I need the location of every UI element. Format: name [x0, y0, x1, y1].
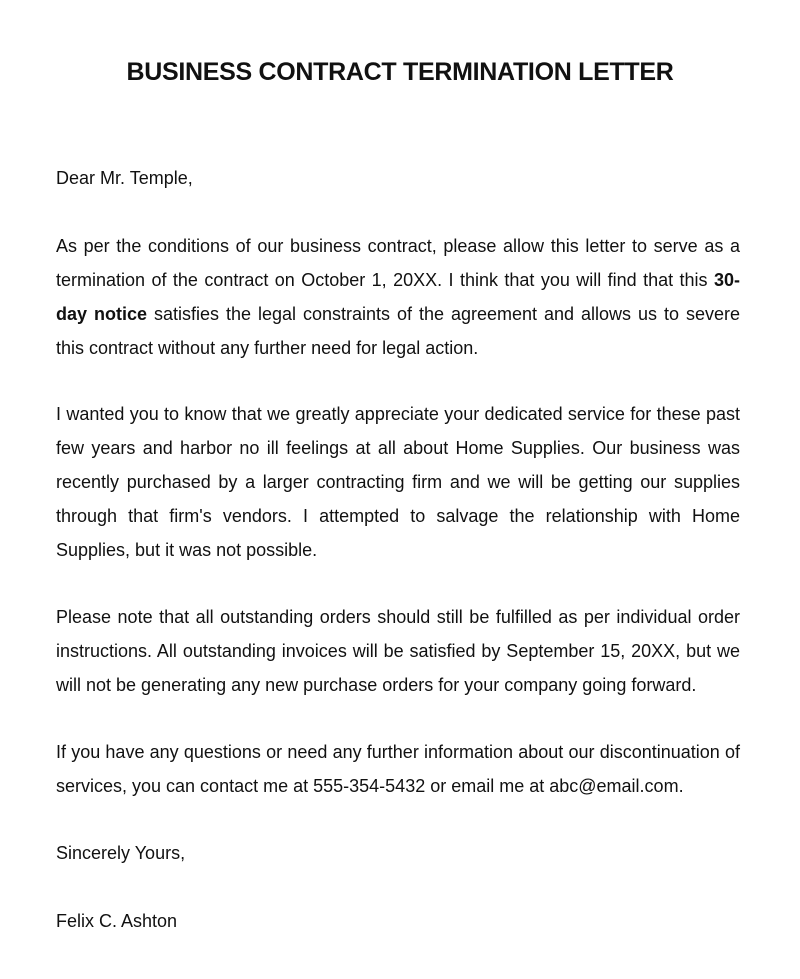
paragraph-1-text-start: As per the conditions of our business contract, please allow this letter to serve as a termination of the contract on October 1, 20XX. I think that you will find that this: [56, 236, 740, 290]
paragraph-outstanding-orders: Please note that all outstanding orders should still be fulfilled as per individual order instructions. All outstanding invoices will be satisfied by September 15, 20XX, but we will not be generating any new purchase orders for your company going forward.: [56, 607, 740, 695]
letter-title: BUSINESS CONTRACT TERMINATION LETTER: [126, 58, 674, 86]
paragraph-appreciation: I wanted you to know that we greatly appreciate your dedicated service for these past few years and harbor no ill feelings at all about Home Supplies. Our business was recently purchased by a larger contracting firm and we will be getting our supplies through that firm's vendors. I attempted to salvage the relationship with Home Supplies, but it was not possible.: [56, 404, 740, 560]
paragraph-1-text-end: satisfies the legal constraints of the agreement and allows us to severe this contract without any further need for legal action.: [56, 304, 740, 358]
notice-period-bold: 30-day notice: [56, 270, 740, 324]
paragraph-termination-notice: [56, 229, 740, 365]
signature-name: Felix C. Ashton: [56, 911, 178, 931]
salutation: Dear Mr. Temple,: [56, 168, 193, 188]
closing: Sincerely Yours,: [56, 843, 186, 863]
paragraph-contact-info: If you have any questions or need any further information about our discontinuation of services, you can contact me at 555-354-5432 or email me at abc@email.com.: [56, 742, 740, 796]
